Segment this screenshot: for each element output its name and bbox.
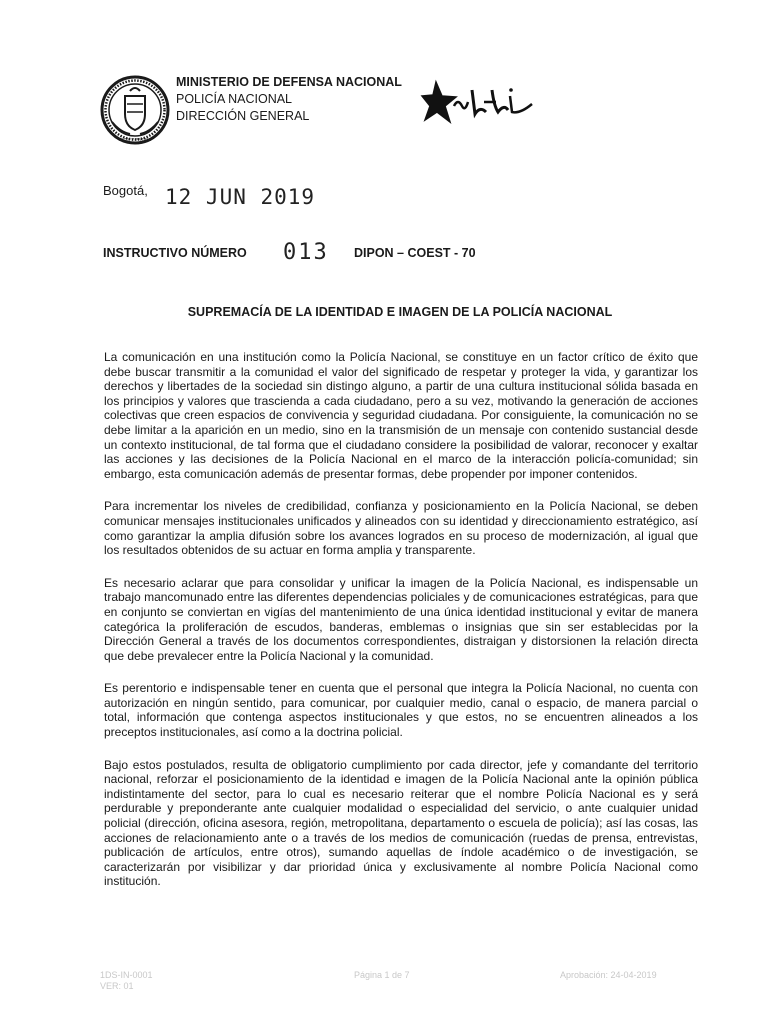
police-name: POLICÍA NACIONAL	[176, 92, 293, 106]
seal-motto: DIOS Y PATRIA	[119, 137, 151, 142]
document-body	[104, 350, 698, 907]
stamped-date: 12 JUN 2019	[165, 185, 316, 209]
handwritten-signature	[420, 76, 535, 126]
footer-page-number: Página 1 de 7	[354, 970, 410, 980]
paragraph: Para incrementar los niveles de credibilidad, confianza y posicionamiento en la Policía Nacional, se deben comunicar mensajes institucionales unificados y alineados con su identidad y direccionamiento estratégico, así como garantizar la amplia difusión sobre los avances logrados en su proceso de modernización, al igual que los resultados obtenidos de su actuar en forma amplia y transparente.	[104, 499, 698, 558]
paragraph: Es necesario aclarar que para consolidar y unificar la imagen de la Policía Nacional, es indispensable un trabajo mancomunado entre las diferentes dependencias policiales y de comunicaciones estratégicas, para que en conjunto se conviertan en vigías del mantenimiento de una única identidad institucional y evitar de manera categórica la proliferación de escudos, banderas, emblemas o insignias que sin ser establecidas por la Dirección General a través de los documentos correspondientes, distraigan y distorsionen la relación directa que debe prevalecer entre la Policía Nacional y la comunidad.	[104, 575, 698, 663]
police-seal-logo	[100, 74, 170, 146]
instructivo-number: 013	[283, 240, 329, 265]
instructivo-code: DIPON – COEST - 70	[354, 246, 476, 260]
footer-document-code	[100, 970, 153, 992]
directorate-name: DIRECCIÓN GENERAL	[176, 109, 310, 123]
footer-approval: Aprobación: 24-04-2019	[560, 970, 657, 980]
paragraph: Bajo estos postulados, resulta de obligatorio cumplimiento por cada director, jefe y comandante del territorio nacional, reforzar el posicionamiento de la identidad e imagen de la Policía Nacional ante la opinión pública indistintamente del sector, para lo cual es necesario reiterar que el nombre Policía Nacional es y será perdurable y preponderante ante cualquier modalidad o especialidad del servicio, o ante cualquier unidad policial (dirección, oficina asesora, región, metropolitana, departamento o escuela de policía); así las cosas, las acciones de relacionamiento ante o a través de los medios de comunicación (ruedas de prensa, entrevistas, publicación de artículos, entre otros), sumando aquellas de índole académico o de investigación, se caracterizarán por visibilizar y dar prioridad única y exclusivamente al nombre Policía Nacional como institución.	[104, 757, 698, 889]
footer-version: VER: 01	[100, 981, 134, 991]
paragraph: Es perentorio e indispensable tener en cuenta que el personal que integra la Policía Nacional, no cuenta con autorización en ningún sentido, para comunicar, por cualquier medio, canal o espacio, de manera parcial o total, información que contenga aspectos institucionales y que estos, no se encuentren alineados a los preceptos institucionales, así como a la doctrina policial.	[104, 681, 698, 740]
letterhead	[176, 74, 402, 125]
paragraph: La comunicación en una institución como la Policía Nacional, se constituye en un factor crítico de éxito que debe buscar transmitir a la comunidad el valor del significado de respetar y proteger la vida, y garantizar los derechos y libertades de la sociedad sin distingo alguno, a partir de una cultura institucional sólida basada en los principios y valores que trascienda a cada ciudadano, pero a su vez, motivando la generación de acciones colectivas que creen espacios de convivencia y seguridad ciudadana. Por consiguiente, la comunicación no se debe limitar a la aparición en un medio, sino en la transmisión de un mensaje con contenido sustancial desde un contexto institucional, de tal forma que el ciudadano considere la posibilidad de valorar, reconocer y exaltar las acciones y las decisiones de la Policía Nacional en el marco de la interacción policía-comunidad; sin embargo, esta comunicación además de presentar formas, debe propender por imponer contenidos.	[104, 350, 698, 481]
ministry-name: MINISTERIO DE DEFENSA NACIONAL	[176, 75, 402, 89]
footer-code: 1DS-IN-0001	[100, 970, 153, 980]
city-label: Bogotá,	[103, 183, 148, 198]
instructivo-label: INSTRUCTIVO NÚMERO	[103, 246, 247, 260]
document-title: SUPREMACÍA DE LA IDENTIDAD E IMAGEN DE LA POLICÍA NACIONAL	[187, 305, 613, 319]
